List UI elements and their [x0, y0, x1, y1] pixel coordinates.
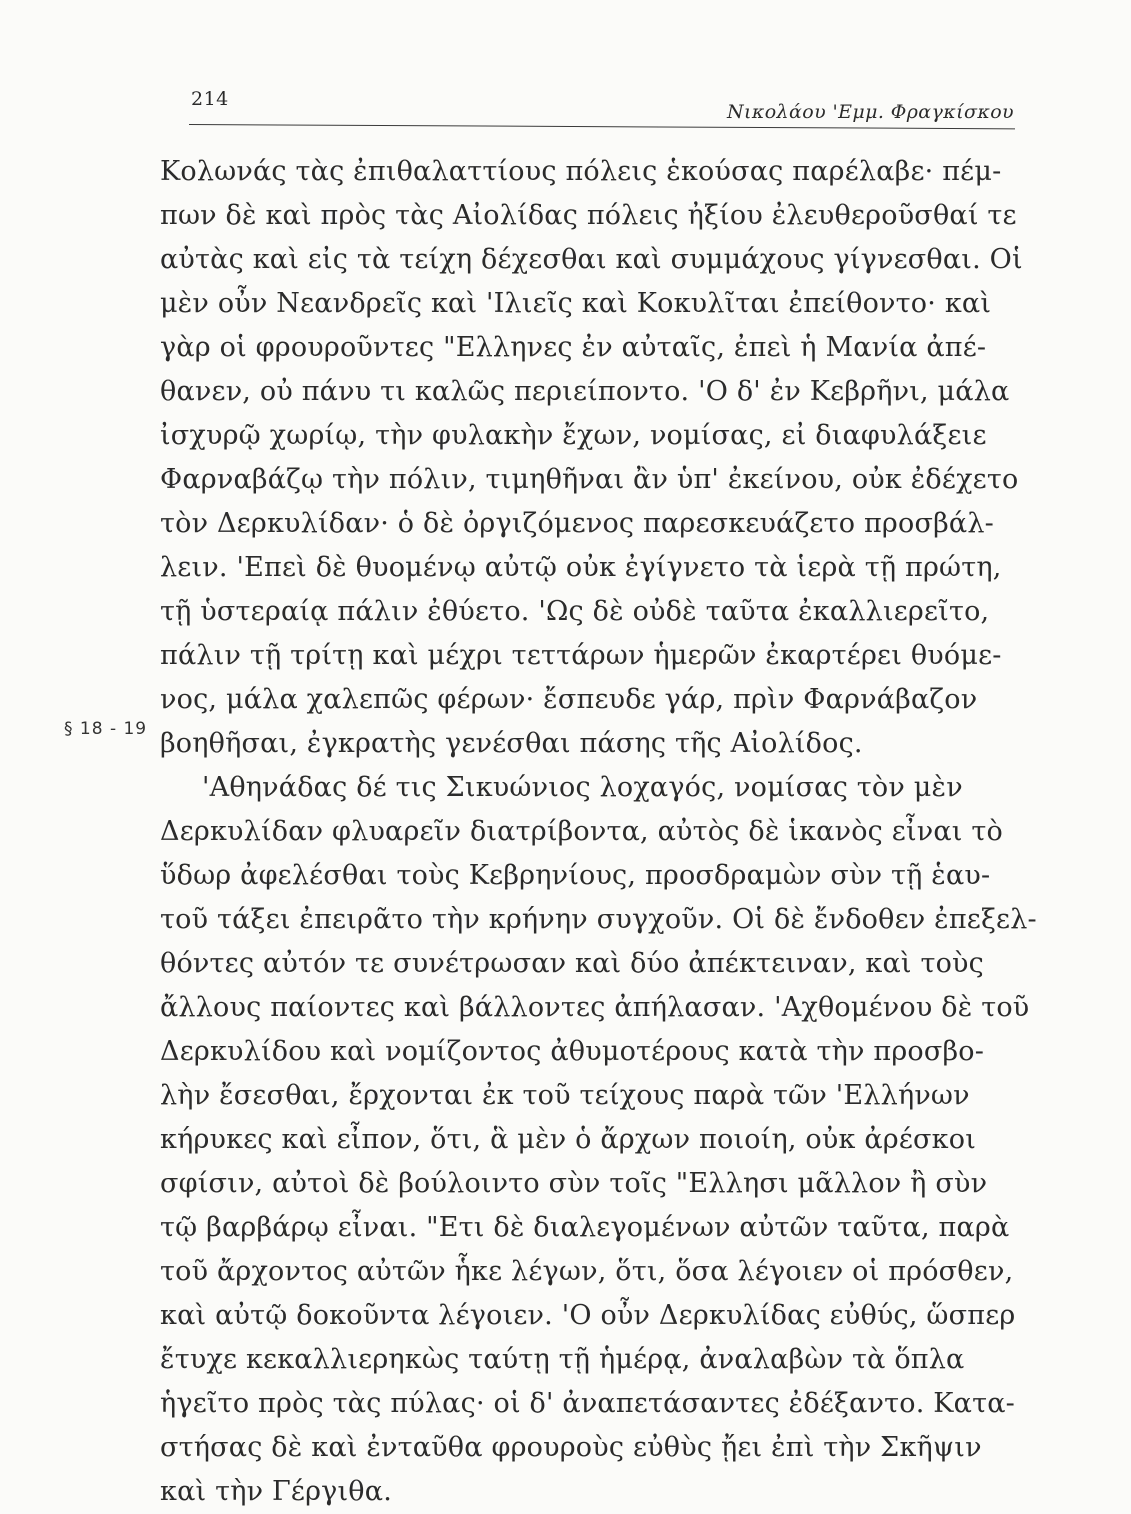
- header-rule: [189, 124, 1015, 129]
- text-line: σφίσιν, αὐτοὶ δὲ βούλοιντο σὺν τοῖς "Ελλησι μᾶλλον ἢ σὺν: [160, 1168, 988, 1199]
- text-line: βοηθῆσαι, ἐγκρατὴς γενέσθαι πάσης τῆς Αἰολίδος.: [160, 728, 863, 759]
- margin-section-note: § 18 - 19: [64, 719, 148, 739]
- text-line: Δερκυλίδου καὶ νομίζοντος ἀθυμοτέρους κατὰ τὴν προσβο-: [160, 1036, 985, 1067]
- body-text: [160, 150, 1037, 1514]
- text-line: αὐτὰς καὶ εἰς τὰ τείχη δέχεσθαι καὶ συμμάχους γίγνεσθαι. Οἱ: [160, 244, 1023, 275]
- text-line: κήρυκες καὶ εἶπον, ὅτι, ἃ μὲν ὁ ἄρχων ποιοίη, οὐκ ἀρέσκοι: [160, 1124, 976, 1155]
- text-line: τοῦ τάξει ἐπειρᾶτο τὴν κρήνην συγχοῦν. Οἱ δὲ ἔνδοθεν ἐπεξελ-: [160, 904, 1037, 935]
- text-line: γὰρ οἱ φρουροῦντες "Ελληνες ἐν αὐταῖς, ἐπεὶ ἡ Μανία ἀπέ-: [160, 332, 987, 363]
- text-line: Φαρναβάζῳ τὴν πόλιν, τιμηθῆναι ἂν ὑπ' ἐκείνου, οὐκ ἐδέχετο: [160, 464, 1019, 495]
- text-line: τῇ ὑστεραίᾳ πάλιν ἐθύετο. 'Ως δὲ οὐδὲ ταῦτα ἐκαλλιερεῖτο,: [160, 596, 990, 627]
- text-line: 'Αθηνάδας δέ τις Σικυώνιος λοχαγός, νομίσας τὸν μὲν: [202, 772, 963, 803]
- text-line: πάλιν τῇ τρίτῃ καὶ μέχρι τεττάρων ἡμερῶν ἐκαρτέρει θυόμε-: [160, 640, 1002, 671]
- text-line: καὶ τὴν Γέργιθα.: [160, 1476, 392, 1507]
- text-line: Δερκυλίδαν φλυαρεῖν διατρίβοντα, αὐτὸς δὲ ἱκανὸς εἶναι τὸ: [160, 816, 1003, 847]
- text-line: μὲν οὖν Νεανδρεῖς καὶ 'Ιλιεῖς καὶ Κοκυλῖται ἐπείθοντο· καὶ: [160, 288, 992, 319]
- text-line: Κολωνάς τὰς ἐπιθαλαττίους πόλεις ἑκούσας παρέλαβε· πέμ-: [160, 156, 1002, 187]
- text-line: νος, μάλα χαλεπῶς φέρων· ἔσπευδε γάρ, πρὶν Φαρνάβαζον: [160, 684, 978, 715]
- text-line: πων δὲ καὶ πρὸς τὰς Αἰολίδας πόλεις ἠξίου ἐλευθεροῦσθαί τε: [160, 200, 1017, 231]
- text-line: ἡγεῖτο πρὸς τὰς πύλας· οἱ δ' ἀναπετάσαντες ἐδέξαντο. Κατα-: [160, 1388, 1015, 1419]
- text-line: ἔτυχε κεκαλλιερηκὼς ταύτῃ τῇ ἡμέρᾳ, ἀναλαβὼν τὰ ὅπλα: [160, 1344, 965, 1375]
- text-line: ἰσχυρῷ χωρίῳ, τὴν φυλακὴν ἔχων, νομίσας, εἰ διαφυλάξειε: [160, 420, 987, 451]
- text-line: θανεν, οὐ πάνυ τι καλῶς περιείποντο. 'Ο δ' ἐν Κεβρῆνι, μάλα: [160, 376, 1010, 407]
- text-line: τὸν Δερκυλίδαν· ὁ δὲ ὀργιζόμενος παρεσκευάζετο προσβάλ-: [160, 508, 994, 539]
- text-line: λὴν ἔσεσθαι, ἔρχονται ἐκ τοῦ τείχους παρὰ τῶν 'Ελλήνων: [160, 1080, 970, 1111]
- text-line: τοῦ ἄρχοντος αὐτῶν ἧκε λέγων, ὅτι, ὅσα λέγοιεν οἱ πρόσθεν,: [160, 1256, 1014, 1287]
- text-line: ἄλλους παίοντες καὶ βάλλοντες ἀπήλασαν. 'Αχθομένου δὲ τοῦ: [160, 992, 1030, 1023]
- text-line: ὕδωρ ἀφελέσθαι τοὺς Κεβρηνίους, προσδραμὼν σὺν τῇ ἑαυ-: [160, 860, 991, 891]
- text-line: στήσας δὲ καὶ ἐνταῦθα φρουροὺς εὐθὺς ᾔει ἐπὶ τὴν Σκῆψιν: [160, 1432, 982, 1463]
- page-number: 214: [191, 88, 229, 110]
- running-head: Νικολάου 'Εμμ. Φραγκίσκου: [726, 101, 1014, 123]
- text-line: καὶ αὐτῷ δοκοῦντα λέγοιεν. 'Ο οὖν Δερκυλίδας εὐθύς, ὥσπερ: [160, 1300, 1016, 1331]
- text-line: θόντες αὐτόν τε συνέτρωσαν καὶ δύο ἀπέκτειναν, καὶ τοὺς: [160, 948, 984, 979]
- text-line: τῷ βαρβάρῳ εἶναι. "Ετι δὲ διαλεγομένων αὐτῶν ταῦτα, παρὰ: [160, 1212, 1010, 1243]
- text-line: λειν. 'Επεὶ δὲ θυομένῳ αὐτῷ οὐκ ἐγίγνετο τὰ ἱερὰ τῇ πρώτη,: [160, 552, 1002, 583]
